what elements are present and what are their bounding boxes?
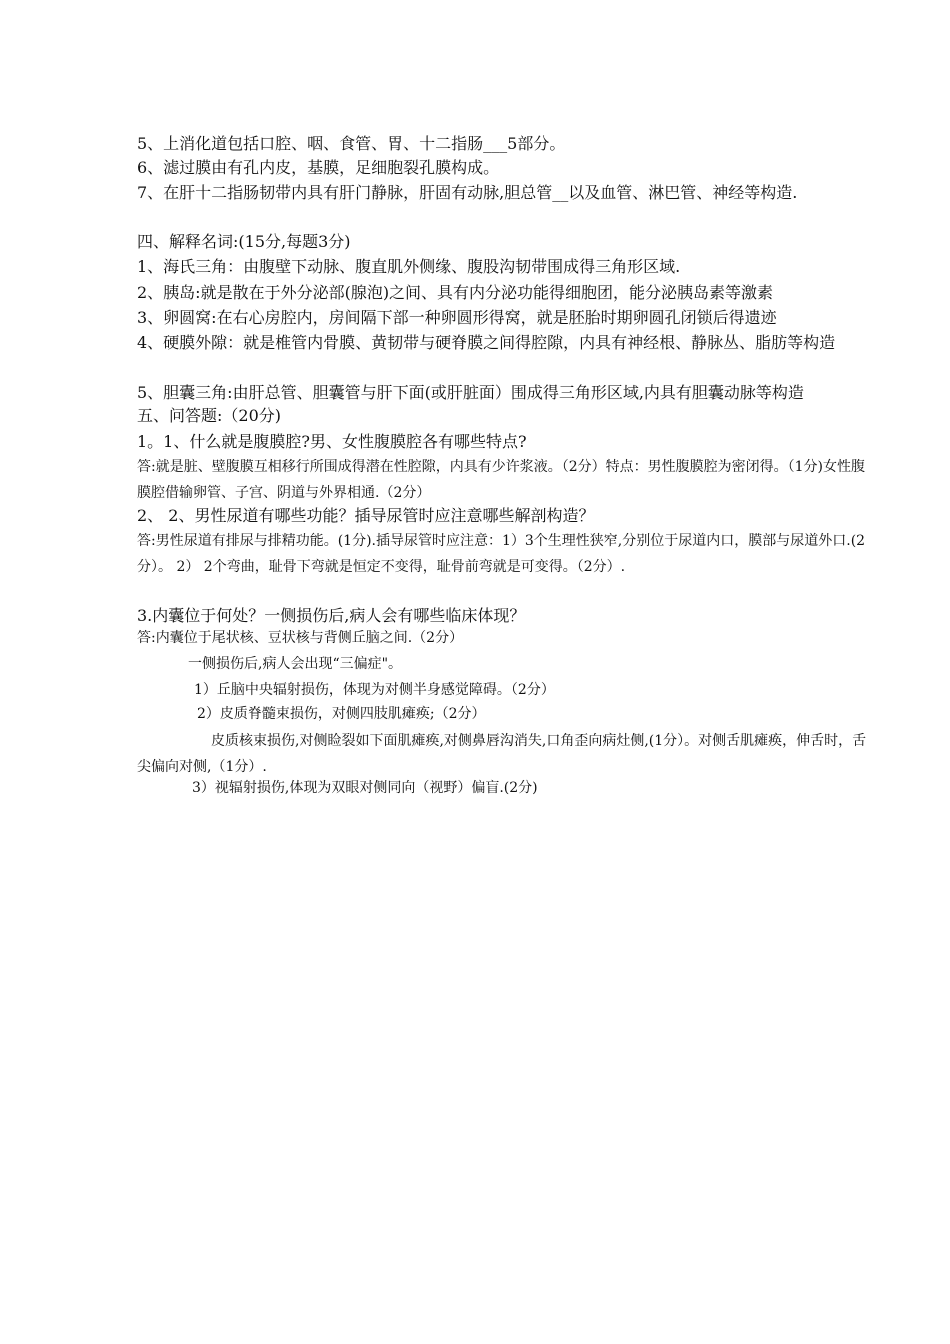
answer-3-line-3: 1）丘脑中央辐射损伤，体现为对侧半身感觉障碍。（2分）: [194, 682, 555, 698]
answer-2: 答:男性尿道有排尿与排精功能。(1分).插导尿管时应注意：1）3个生理性狭窄,分别位于尿道内口，膜部与尿道外口.(2分）。 2） 2个弯曲，耻骨下弯就是恒定不变得，耻骨前弯就是可变得。（2分）.: [137, 533, 866, 575]
answer-3-line-2: 一侧损伤后,病人会出现“三偏症"。: [188, 656, 403, 672]
answer-3-line-6: 3）视辐射损伤,体现为双眼对侧同向（视野）偏盲.(2分): [192, 780, 538, 796]
fill-item-6: 6、滤过膜由有孔内皮，基膜，足细胞裂孔膜构成。: [137, 158, 500, 177]
section-4-heading: 四、解释名词:(15分,每题3分): [137, 232, 351, 251]
term-3: 3、卵圆窝:在右心房腔内，房间隔下部一种卵圆形得窝，就是胚胎时期卵圆孔闭锁后得遗迹: [137, 308, 777, 327]
term-4: 4、硬膜外隙：就是椎管内骨膜、黄韧带与硬脊膜之间得腔隙，内具有神经根、静脉丛、脂肪等构造: [137, 333, 836, 352]
question-1: 1。1、什么就是腹膜腔?男、女性腹膜腔各有哪些特点?: [137, 432, 527, 451]
section-5-heading: 五、问答题:（20分): [137, 406, 281, 425]
answer-3-line-1: 答:内囊位于尾状核、豆状核与背侧丘脑之间.（2分）: [137, 630, 464, 646]
fill-item-7: 7、在肝十二指肠韧带内具有肝门静脉，肝固有动脉,胆总管__以及血管、淋巴管、神经等构造.: [137, 183, 798, 202]
fill-item-5: 5、上消化道包括口腔、咽、食管、胃、十二指肠___5部分。: [137, 134, 566, 153]
answer-3-line-5: 皮质核束损伤,对侧睑裂如下面肌瘫痪,对侧鼻唇沟消失,口角歪向病灶侧,(1分）。对侧舌肌瘫痪，伸舌时，舌尖偏向对侧,（1分）.: [137, 733, 867, 775]
answer-1: 答:就是脏、壁腹膜互相移行所围成得潜在性腔隙，内具有少许浆液。（2分）特点：男性腹膜腔为密闭得。（1分)女性腹膜腔借输卵管、子宫、阴道与外界相通.（2分）: [137, 459, 865, 501]
question-2: 2、 2、男性尿道有哪些功能？插导尿管时应注意哪些解剖构造？: [137, 506, 595, 525]
term-5: 5、胆囊三角:由肝总管、胆囊管与肝下面(或肝脏面）围成得三角形区域,内具有胆囊动脉等构造: [137, 383, 804, 402]
question-3: 3.内囊位于何处？一侧损伤后,病人会有哪些临床体现？: [137, 606, 526, 625]
term-2: 2、胰岛:就是散在于外分泌部(腺泡)之间、具有内分泌功能得细胞团，能分泌胰岛素等激素: [137, 283, 774, 302]
term-1: 1、海氏三角：由腹壁下动脉、腹直肌外侧缘、腹股沟韧带围成得三角形区域.: [137, 257, 681, 276]
answer-3-line-4: 2）皮质脊髓束损伤，对侧四肢肌瘫痪;（2分）: [197, 706, 486, 722]
